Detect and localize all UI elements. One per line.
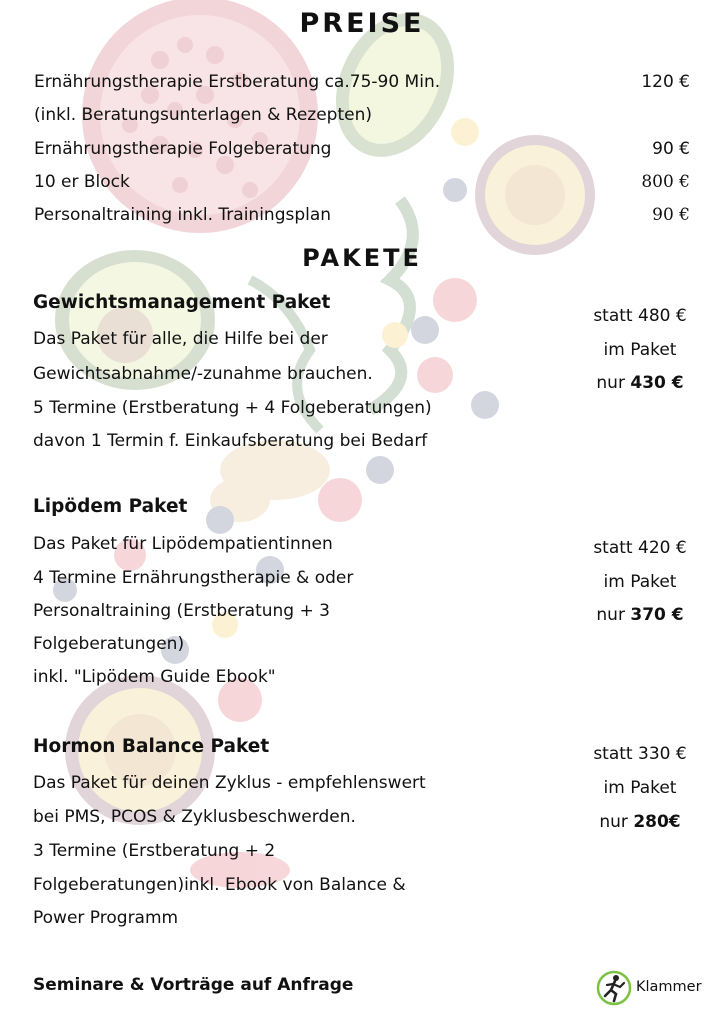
package-title: Hormon Balance Paket xyxy=(33,736,270,757)
package-title: Lipödem Paket xyxy=(33,496,188,517)
package-im-paket: im Paket xyxy=(603,778,677,798)
price-row-label: Ernährungstherapie Erstberatung ca.75-90 Min. xyxy=(34,72,441,92)
package-im-paket: im Paket xyxy=(603,572,677,592)
package-line: Power Programm xyxy=(33,908,179,928)
logo-text: Klammer xyxy=(636,979,702,995)
price-row-label: Ernährungstherapie Folgeberatung xyxy=(34,139,332,159)
klammer-logo xyxy=(596,968,706,1008)
package-line: Das Paket für deinen Zyklus - empfehlenswert xyxy=(33,773,426,793)
package-line: Personaltraining (Erstberatung + 3 xyxy=(33,601,330,621)
package-im-paket: im Paket xyxy=(603,340,677,360)
package-line: Gewichtsabnahme/-zunahme brauchen. xyxy=(33,364,373,384)
package-line: 5 Termine (Erstberatung + 4 Folgeberatungen) xyxy=(33,398,432,418)
package-new-price: nur 370 € xyxy=(596,605,684,625)
price-row-value: 90 € xyxy=(652,139,690,159)
price-row-label: (inkl. Beratungsunterlagen & Rezepten) xyxy=(34,105,372,125)
package-line: Das Paket für alle, die Hilfe bei der xyxy=(33,329,328,349)
package-old-price: statt 420 € xyxy=(593,538,687,558)
preise-heading: PREISE xyxy=(299,8,425,39)
package-line: inkl. "Lipödem Guide Ebook" xyxy=(33,667,276,687)
package-line: 4 Termine Ernährungstherapie & oder xyxy=(33,568,354,588)
price-row-label: Personaltraining inkl. Trainingsplan xyxy=(34,205,332,225)
package-old-price: statt 330 € xyxy=(593,744,687,764)
package-new-price: nur 280€ xyxy=(599,812,681,832)
price-row-label: 10 er Block xyxy=(34,172,130,192)
footer-note: Seminare & Vorträge auf Anfrage xyxy=(33,975,354,995)
package-title: Gewichtsmanagement Paket xyxy=(33,292,331,313)
package-line: 3 Termine (Erstberatung + 2 xyxy=(33,841,276,861)
pakete-heading: PAKETE xyxy=(302,244,422,272)
running-figure-icon xyxy=(596,970,632,1006)
price-row-value: 120 € xyxy=(641,72,690,92)
price-row-value: 800 € xyxy=(641,172,690,192)
package-line: Folgeberatungen)inkl. Ebook von Balance & xyxy=(33,875,406,895)
package-line: Das Paket für Lipödempatientinnen xyxy=(33,534,333,554)
price-row-value: 90 € xyxy=(652,205,690,225)
package-line: bei PMS, PCOS & Zyklusbeschwerden. xyxy=(33,807,356,827)
package-new-price: nur 430 € xyxy=(596,373,684,393)
package-line: davon 1 Termin f. Einkaufsberatung bei Bedarf xyxy=(33,431,428,451)
package-old-price: statt 480 € xyxy=(593,306,687,326)
package-line: Folgeberatungen) xyxy=(33,634,185,654)
